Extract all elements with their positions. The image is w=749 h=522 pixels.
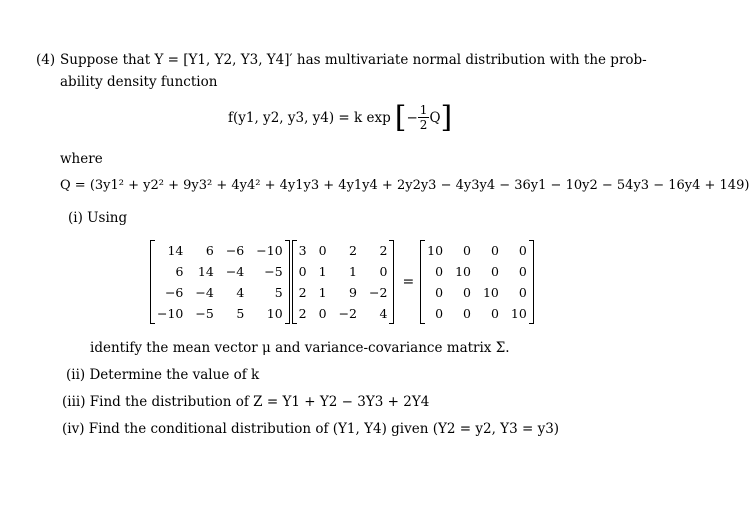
matrix-row — [151, 261, 290, 282]
matrix-cell: 4 — [236, 285, 245, 300]
matrix-cell: 3 — [298, 243, 307, 258]
matrix-cell: −10 — [256, 243, 283, 258]
matrix-cell: −2 — [369, 285, 388, 300]
matrix-a-bracket — [150, 240, 290, 324]
matrix-row — [421, 240, 534, 261]
matrix-cell: 0 — [490, 243, 499, 258]
matrix-cell: 0 — [435, 264, 444, 279]
matrix-b — [292, 240, 395, 324]
matrix-row — [292, 240, 394, 261]
matrix-cell: 0 — [463, 243, 471, 258]
matrix-cell: 0 — [435, 285, 444, 300]
matrix-cell: 14 — [197, 264, 214, 279]
matrix-row — [151, 282, 290, 303]
matrix-cell: 0 — [518, 243, 527, 258]
part-iv: (iv) Find the conditional distribution of (Y1, Y4) given (Y2 = y2, Y3 = y3) — [62, 421, 560, 437]
matrix-cell: −6 — [164, 285, 184, 300]
matrix-cell: 0 — [379, 264, 388, 279]
matrix-cell: 2 — [298, 285, 307, 300]
matrix-cell: 0 — [318, 243, 327, 258]
matrix-cell: 4 — [379, 306, 388, 321]
matrix-cell: 1 — [318, 264, 327, 279]
matrix-row — [292, 303, 394, 324]
pdf-frac-den: 2 — [419, 118, 428, 132]
matrix-cell: 0 — [298, 264, 307, 279]
matrix-cell: 6 — [175, 264, 184, 279]
part-i-label: (i) Using — [68, 210, 128, 226]
pdf-frac-num: 1 — [419, 103, 428, 117]
matrix-cell: −5 — [264, 264, 283, 279]
q-definition: Q = (3y1² + y2² + 9y3² + 4y4² + 4y1y3 + 4y1y4 + 2y2y3 − 4y3y4 − 36y1 − 10y2 − 54y3 − 16y4 + 149) — [60, 178, 749, 193]
matrix-cell: −4 — [225, 264, 245, 279]
equals-sign: = — [402, 274, 415, 290]
matrix-cell: 10 — [482, 285, 499, 300]
matrix-cell: 0 — [490, 264, 499, 279]
matrix-row — [151, 303, 290, 324]
where-label: where — [60, 151, 103, 167]
matrix-cell: 10 — [510, 306, 527, 321]
matrix-cell: 10 — [427, 243, 444, 258]
matrix-row — [292, 282, 394, 303]
matrix-cell: 0 — [518, 285, 527, 300]
matrix-row — [421, 261, 534, 282]
matrix-cell: 0 — [490, 306, 499, 321]
matrix-row — [421, 282, 534, 303]
matrix-equation — [150, 240, 536, 324]
matrix-cell: −5 — [195, 306, 214, 321]
matrix-cell: 0 — [435, 306, 444, 321]
matrix-cell: 2 — [379, 243, 388, 258]
pdf-equation: f(y1, y2, y3, y4) = k exp [ − $\frac{1}{2}$ Q ] — [228, 100, 453, 135]
pdf-lhs: f(y1, y2, y3, y4) = k exp — [228, 109, 391, 126]
matrix-cell: 14 — [167, 243, 184, 258]
pdf-tail: Q — [429, 109, 441, 126]
matrix-cell: 0 — [318, 306, 327, 321]
matrix-b-bracket — [292, 240, 395, 324]
matrix-cell: 5 — [236, 306, 245, 321]
matrix-a — [150, 240, 290, 324]
matrix-c-bracket — [420, 240, 534, 324]
part-ii: (ii) Determine the value of k — [66, 367, 260, 383]
part-iii: (iii) Find the distribution of Z = Y1 + Y2 − 3Y3 + 2Y4 — [62, 394, 430, 410]
matrix-cell: −6 — [225, 243, 245, 258]
matrix-cell: 0 — [463, 285, 471, 300]
matrix-cell: 9 — [349, 285, 357, 300]
matrix-cell: 2 — [349, 243, 357, 258]
matrix-cell: 1 — [349, 264, 357, 279]
matrix-cell: −2 — [338, 306, 357, 321]
pdf-fraction — [418, 103, 430, 132]
matrix-cell: 0 — [518, 264, 527, 279]
matrix-cell: 0 — [463, 306, 471, 321]
matrix-cell: 10 — [266, 306, 283, 321]
matrix-row — [421, 303, 534, 324]
part-i-text: identify the mean vector μ and variance-covariance matrix Σ. — [90, 340, 510, 356]
matrix-cell: 2 — [298, 306, 307, 321]
intro-line-2: ability density function — [60, 74, 218, 90]
matrix-row — [151, 240, 290, 261]
matrix-cell: 10 — [455, 264, 471, 279]
matrix-cell: −10 — [157, 306, 184, 321]
intro-line-1: Suppose that Y = [Y1, Y2, Y3, Y4]′ has multivariate normal distribution with the prob- — [60, 52, 647, 68]
matrix-cell: −4 — [195, 285, 214, 300]
matrix-cell: 5 — [274, 285, 283, 300]
matrix-c — [420, 240, 534, 324]
problem-number: (4) — [36, 52, 56, 68]
matrix-cell: 6 — [205, 243, 214, 258]
matrix-row — [292, 261, 394, 282]
matrix-cell: 1 — [318, 285, 327, 300]
